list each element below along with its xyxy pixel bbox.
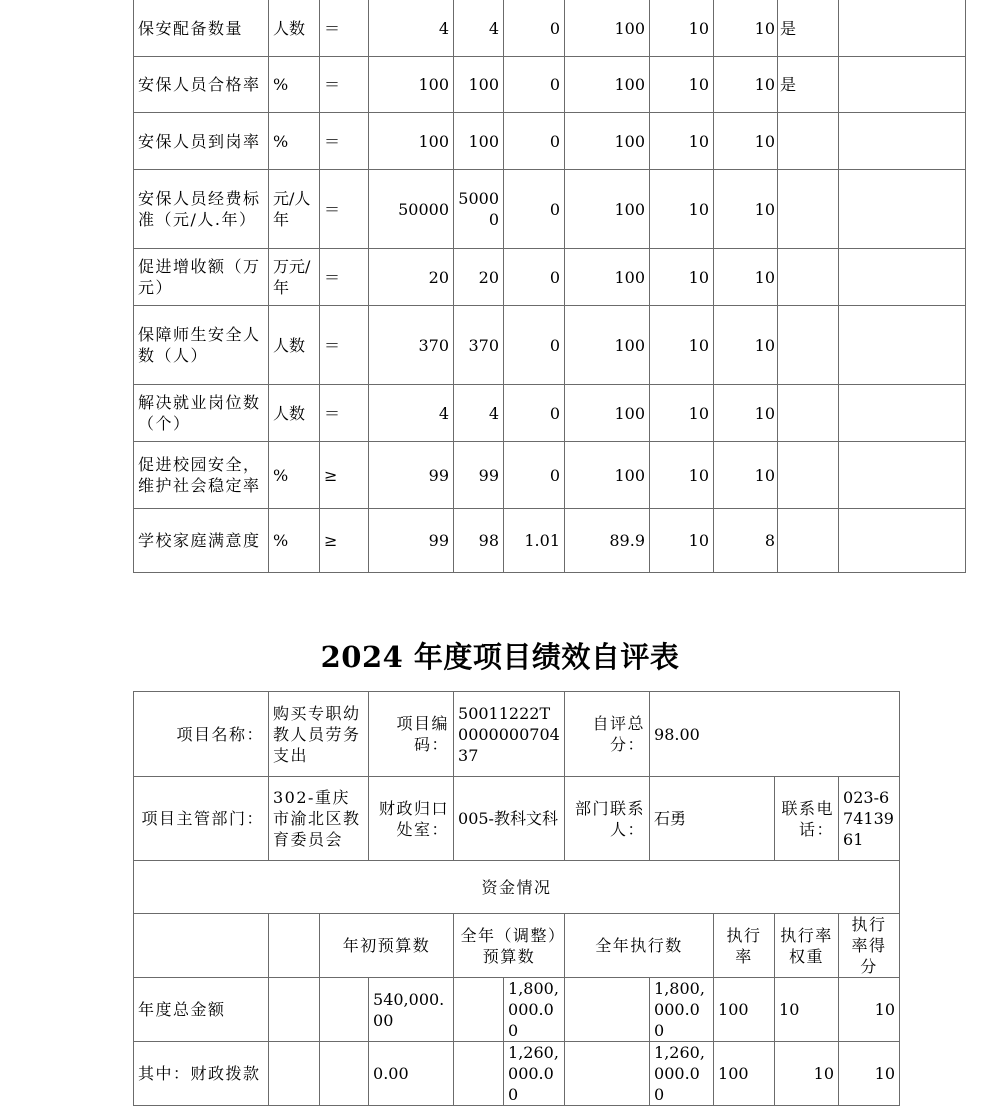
indicator-actual: 20 [454, 249, 504, 306]
indicator-rate: 100 [565, 306, 650, 385]
funds-section-title: 资金情况 [134, 861, 900, 914]
indicator-unit: 人数 [269, 306, 320, 385]
funds-executed: 1,800,000.00 [650, 978, 714, 1042]
indicator-note [839, 442, 966, 509]
indicator-weight: 10 [650, 0, 714, 57]
indicator-deviation: 0 [504, 113, 565, 170]
phone-value: 023-67413961 [839, 777, 900, 861]
indicator-name: 促进增收额（万元） [134, 249, 269, 306]
funds-rate: 100 [714, 1042, 775, 1106]
funds-row-label: 其中：财政拨款 [134, 1042, 269, 1106]
empty-cell [320, 1042, 369, 1106]
indicator-target: 100 [369, 113, 454, 170]
indicator-note [839, 57, 966, 113]
indicator-weight: 10 [650, 509, 714, 573]
indicator-weight: 10 [650, 57, 714, 113]
indicator-score: 10 [714, 0, 778, 57]
indicator-unit: % [269, 442, 320, 509]
indicator-operator: ＝ [320, 57, 369, 113]
indicator-unit: % [269, 57, 320, 113]
funds-initial: 0.00 [369, 1042, 454, 1106]
indicator-score: 10 [714, 442, 778, 509]
indicator-actual: 4 [454, 0, 504, 57]
indicator-name: 安保人员经费标准（元/人.年） [134, 170, 269, 249]
funds-adjusted: 1,800,000.00 [504, 978, 565, 1042]
funds-header-blank [269, 914, 320, 978]
funds-adjusted: 1,260,000.00 [504, 1042, 565, 1106]
indicator-weight: 10 [650, 442, 714, 509]
indicator-actual: 370 [454, 306, 504, 385]
indicator-unit: 人数 [269, 385, 320, 442]
indicator-rate: 100 [565, 385, 650, 442]
indicator-target: 20 [369, 249, 454, 306]
indicator-row [134, 509, 966, 573]
contact-label: 部门联系人： [565, 777, 650, 861]
funds-score: 10 [839, 978, 900, 1042]
indicator-rate: 100 [565, 170, 650, 249]
indicator-deviation: 0 [504, 306, 565, 385]
indicator-flag [778, 170, 839, 249]
indicator-target: 4 [369, 385, 454, 442]
indicator-unit: % [269, 113, 320, 170]
indicator-deviation: 0 [504, 385, 565, 442]
indicator-flag: 是 [778, 0, 839, 57]
indicator-operator: ＝ [320, 170, 369, 249]
indicator-actual: 4 [454, 385, 504, 442]
header-executed: 全年执行数 [565, 914, 714, 978]
indicator-target: 99 [369, 442, 454, 509]
indicator-actual: 100 [454, 57, 504, 113]
indicator-score: 10 [714, 306, 778, 385]
indicator-row [134, 170, 966, 249]
indicator-weight: 10 [650, 306, 714, 385]
indicator-name: 保障师生安全人数（人） [134, 306, 269, 385]
indicator-name: 促进校园安全，维护社会稳定率 [134, 442, 269, 509]
indicator-actual: 99 [454, 442, 504, 509]
funds-header-row [134, 914, 900, 978]
indicator-actual: 50000 [454, 170, 504, 249]
funds-weight: 10 [775, 978, 839, 1042]
indicator-deviation: 1.01 [504, 509, 565, 573]
indicator-target: 99 [369, 509, 454, 573]
project-name-label: 项目名称： [134, 692, 269, 777]
indicator-note [839, 385, 966, 442]
empty-cell [565, 1042, 650, 1106]
empty-cell [565, 978, 650, 1042]
indicator-flag [778, 442, 839, 509]
indicator-note [839, 113, 966, 170]
header-exec-weight: 执行率权重 [775, 914, 839, 978]
total-score-label: 自评总分： [565, 692, 650, 777]
indicator-target: 100 [369, 57, 454, 113]
funds-row-fiscal [134, 1042, 900, 1106]
department-row [134, 777, 900, 861]
indicator-flag [778, 385, 839, 442]
phone-label: 联系电话： [775, 777, 839, 861]
indicator-rate: 100 [565, 57, 650, 113]
indicator-target: 370 [369, 306, 454, 385]
indicator-table [133, 0, 966, 573]
project-code-label: 项目编码： [369, 692, 454, 777]
indicator-actual: 98 [454, 509, 504, 573]
indicator-name: 保安配备数量 [134, 0, 269, 57]
indicator-name: 解决就业岗位数（个） [134, 385, 269, 442]
indicator-deviation: 0 [504, 57, 565, 113]
indicator-score: 10 [714, 249, 778, 306]
indicator-flag [778, 509, 839, 573]
project-code-value: 50011222T000000070437 [454, 692, 565, 777]
indicator-note [839, 509, 966, 573]
indicator-note [839, 249, 966, 306]
dept-label: 项目主管部门： [134, 777, 269, 861]
indicator-score: 10 [714, 385, 778, 442]
indicator-deviation: 0 [504, 0, 565, 57]
funds-row-total [134, 978, 900, 1042]
indicator-unit: % [269, 509, 320, 573]
contact-value: 石勇 [650, 777, 775, 861]
indicator-note [839, 306, 966, 385]
indicator-row [134, 57, 966, 113]
indicator-flag [778, 113, 839, 170]
empty-cell [454, 978, 504, 1042]
indicator-name: 学校家庭满意度 [134, 509, 269, 573]
indicator-rate: 89.9 [565, 509, 650, 573]
indicator-operator: ＝ [320, 306, 369, 385]
indicator-weight: 10 [650, 170, 714, 249]
indicator-weight: 10 [650, 385, 714, 442]
indicator-rate: 100 [565, 113, 650, 170]
funds-header-blank [134, 914, 269, 978]
indicator-row [134, 442, 966, 509]
indicator-score: 10 [714, 57, 778, 113]
header-exec-rate: 执行率 [714, 914, 775, 978]
project-name-row [134, 692, 900, 777]
indicator-deviation: 0 [504, 442, 565, 509]
indicator-operator: ≥ [320, 442, 369, 509]
indicator-operator: ≥ [320, 509, 369, 573]
header-adjusted-budget: 全年（调整）预算数 [454, 914, 565, 978]
finance-label: 财政归口处室： [369, 777, 454, 861]
indicator-flag: 是 [778, 57, 839, 113]
indicator-note [839, 0, 966, 57]
indicator-name: 安保人员到岗率 [134, 113, 269, 170]
indicator-weight: 10 [650, 249, 714, 306]
header-exec-score: 执行率得分 [839, 914, 900, 978]
funds-rate: 100 [714, 978, 775, 1042]
indicator-target: 50000 [369, 170, 454, 249]
indicator-rate: 100 [565, 442, 650, 509]
indicator-score: 10 [714, 113, 778, 170]
project-name-value: 购买专职幼教人员劳务支出 [269, 692, 369, 777]
total-score-value: 98.00 [650, 692, 900, 777]
indicator-score: 10 [714, 170, 778, 249]
header-initial-budget: 年初预算数 [320, 914, 454, 978]
indicator-deviation: 0 [504, 170, 565, 249]
indicator-name: 安保人员合格率 [134, 57, 269, 113]
indicator-row [134, 0, 966, 57]
indicator-score: 8 [714, 509, 778, 573]
indicator-target: 4 [369, 0, 454, 57]
indicator-note [839, 170, 966, 249]
funds-executed: 1,260,000.00 [650, 1042, 714, 1106]
indicator-unit: 万元/年 [269, 249, 320, 306]
funds-row-label: 年度总金额 [134, 978, 269, 1042]
empty-cell [454, 1042, 504, 1106]
indicator-unit: 元/人年 [269, 170, 320, 249]
indicator-flag [778, 249, 839, 306]
indicator-row [134, 113, 966, 170]
indicator-operator: ＝ [320, 113, 369, 170]
funds-initial: 540,000.00 [369, 978, 454, 1042]
indicator-operator: ＝ [320, 385, 369, 442]
empty-cell [269, 1042, 320, 1106]
indicator-flag [778, 306, 839, 385]
empty-cell [269, 978, 320, 1042]
funds-weight: 10 [775, 1042, 839, 1106]
project-info-table [133, 691, 900, 1106]
dept-value: 302-重庆市渝北区教育委员会 [269, 777, 369, 861]
indicator-deviation: 0 [504, 249, 565, 306]
indicator-unit: 人数 [269, 0, 320, 57]
funds-score: 10 [839, 1042, 900, 1106]
funds-section-row [134, 861, 900, 914]
empty-cell [320, 978, 369, 1042]
indicator-rate: 100 [565, 249, 650, 306]
indicator-operator: ＝ [320, 249, 369, 306]
indicator-row [134, 306, 966, 385]
indicator-row [134, 249, 966, 306]
page-title: 2024 年度项目绩效自评表 [320, 640, 680, 674]
indicator-rate: 100 [565, 0, 650, 57]
indicator-row [134, 385, 966, 442]
indicator-weight: 10 [650, 113, 714, 170]
indicator-actual: 100 [454, 113, 504, 170]
indicator-operator: ＝ [320, 0, 369, 57]
finance-value: 005-教科文科 [454, 777, 565, 861]
indicator-table-body [134, 0, 966, 573]
